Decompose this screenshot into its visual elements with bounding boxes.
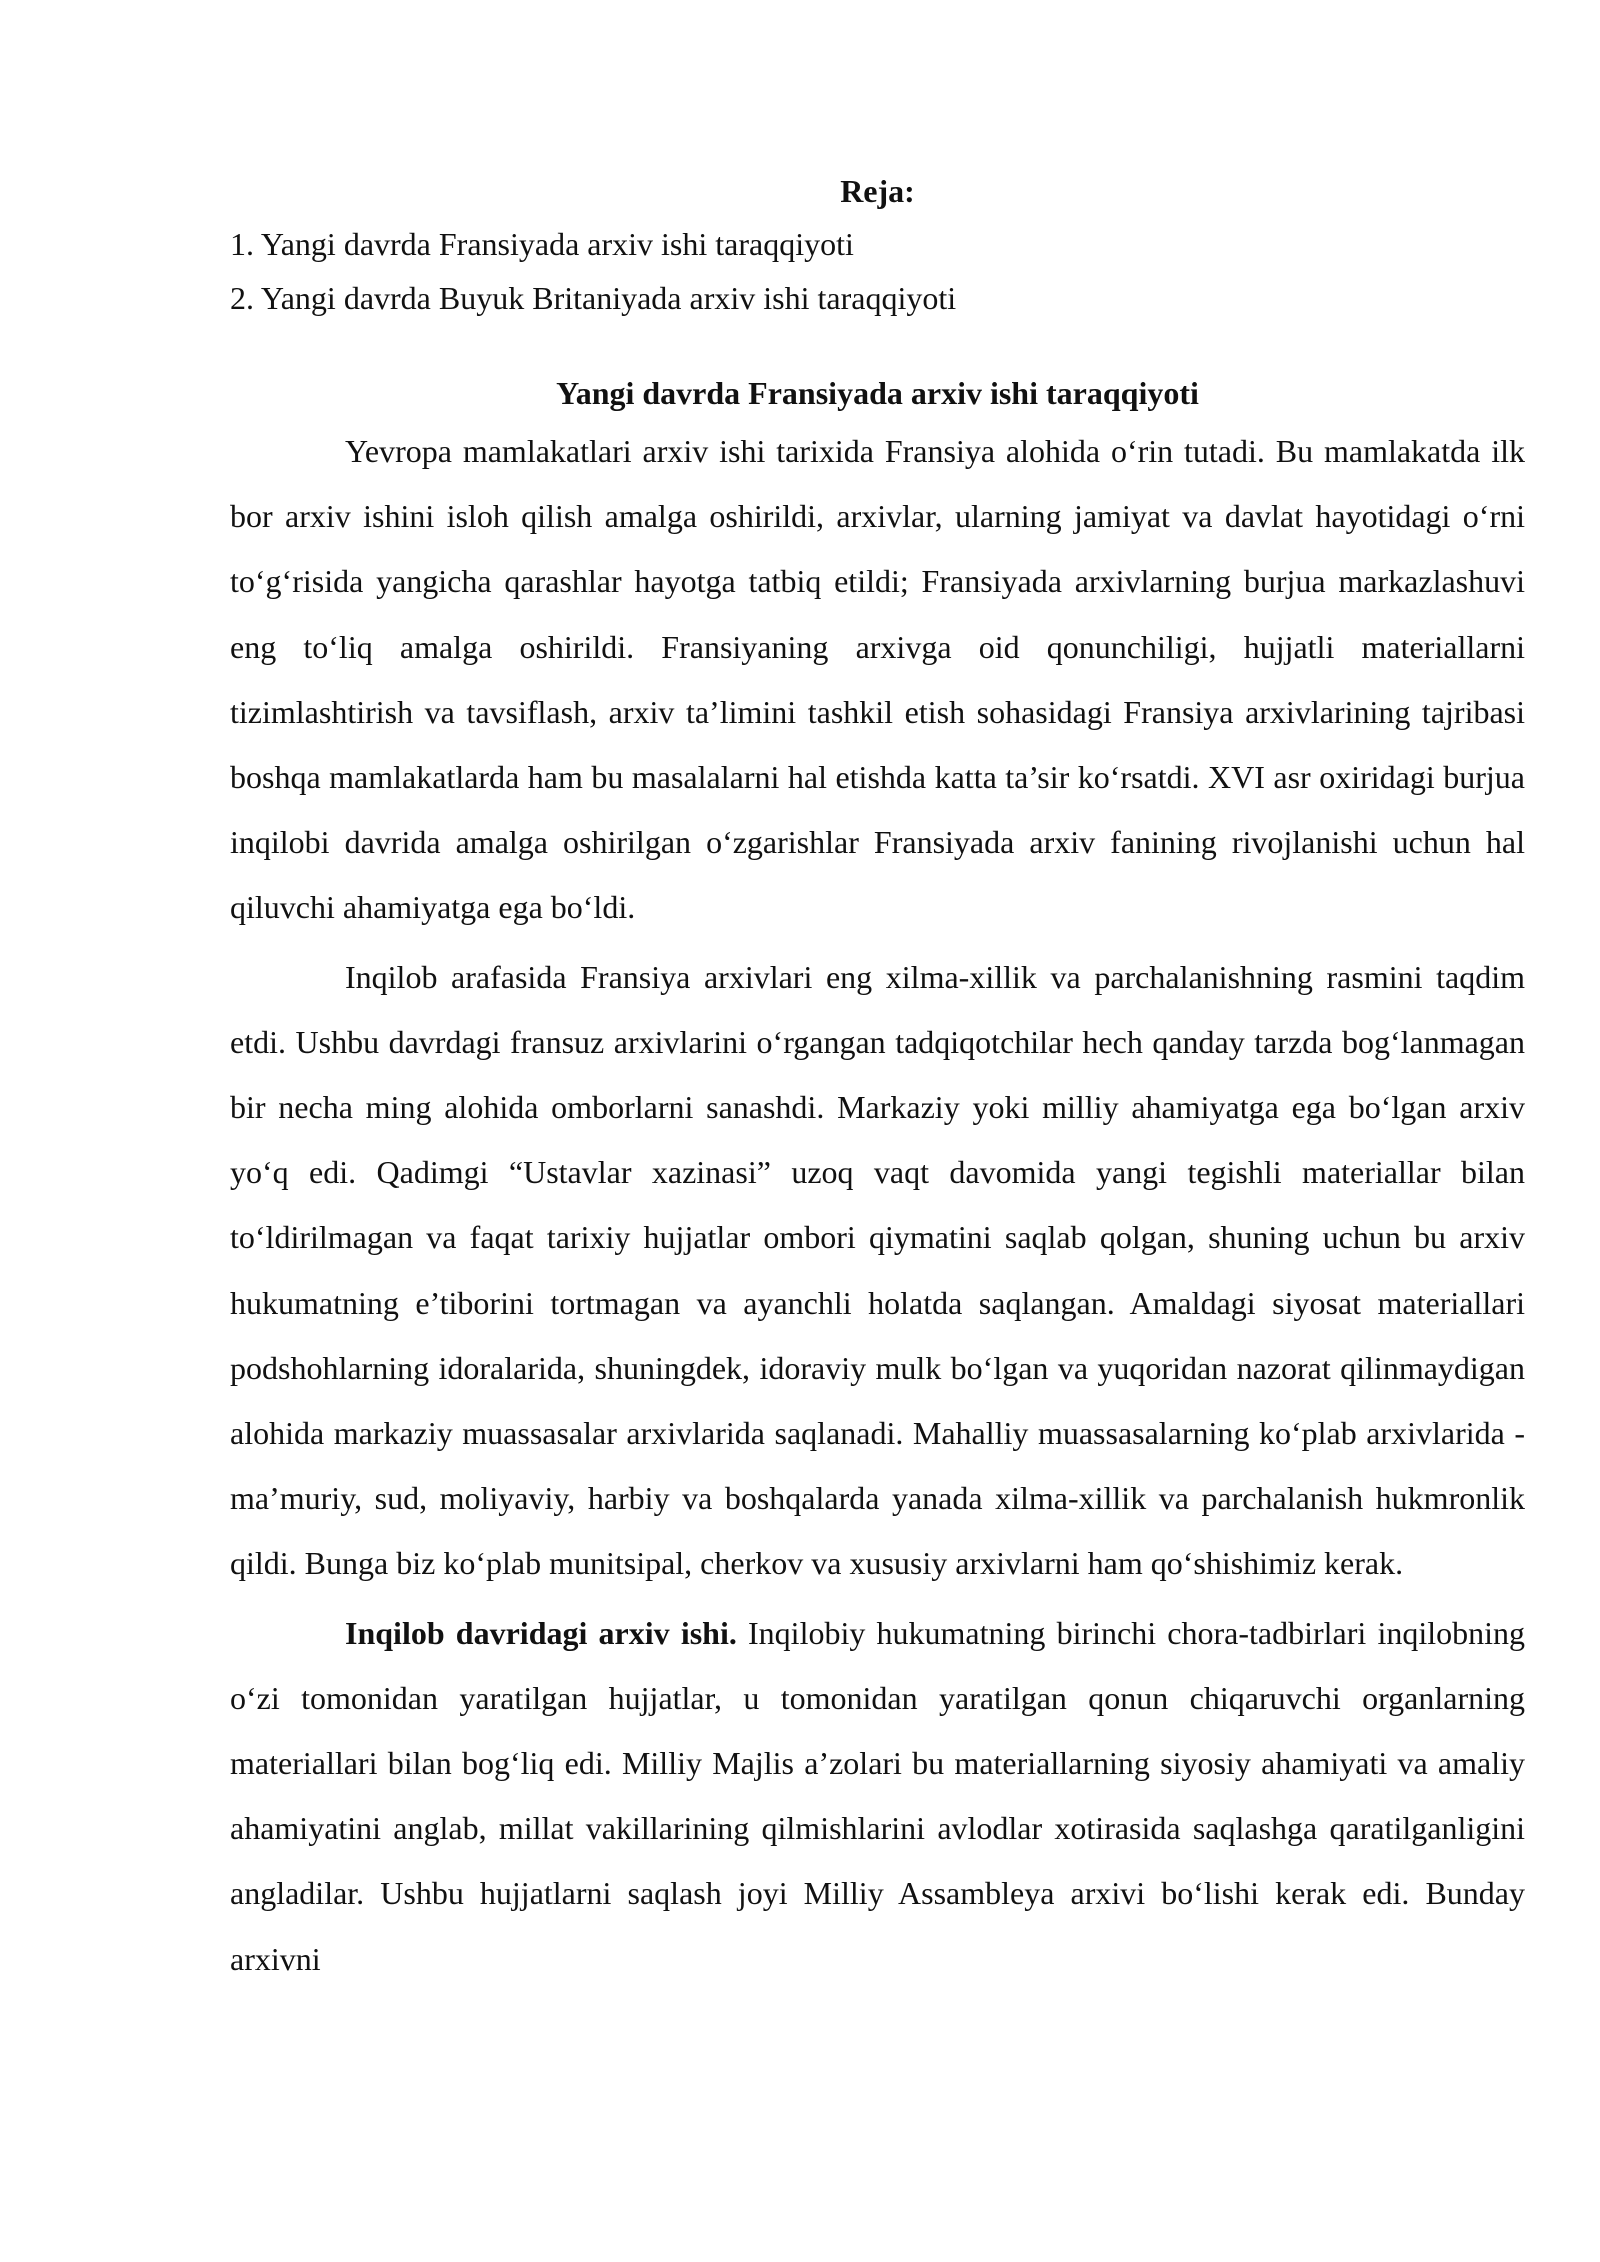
plan-item-1: 1. Yangi davrda Fransiyada arxiv ishi taraqqiyoti xyxy=(230,226,854,262)
paragraph-3-text: Inqilobiy hukumatning birinchi chora-tadbirlari inqilobning o‘zi tomonidan yaratilgan hujjatlar, u tomonidan yaratilgan qonun chiqaruvchi organlarning materiallari bilan bog‘liq edi. Milliy Majlis a’zolari bu materiallarning siyosiy ahamiyati va amaliy ahamiyatini anglab, millat vakillarining qilmishlarini avlodlar xotirasida saqlashga qaratilganligini angladilar. Ushbu hujjatlarni saqlash joyi Milliy Assambleya arxivi bo‘lishi kerak edi. Bunday arxivni xyxy=(230,1614,1525,1977)
plan-item-2: 2. Yangi davrda Buyuk Britaniyada arxiv ishi taraqqiyoti xyxy=(230,280,957,316)
document-page xyxy=(230,165,1525,1996)
paragraph-2: Inqilob arafasida Fransiya arxivlari eng xilma-xillik va parchalanishning rasmini taqdim etdi. Ushbu davrdagi fransuz arxivlarini o‘rgangan tadqiqotchilar hech qanday tarzda bog‘lanmagan bir necha ming alohida omborlarni sanashdi. Markaziy yoki milliy ahamiyatga ega bo‘lgan arxiv yo‘q edi. Qadimgi “Ustavlar xazinasi” uzoq vaqt davomida yangi tegishli materiallar bilan to‘ldirilmagan va faqat tarixiy hujjatlar ombori qiymatini saqlab qolgan, shuning uchun bu arxiv hukumatning e’tiborini tortmagan va ayanchli holatda saqlangan. Amaldagi siyosat materiallari podshohlarning idoralarida, shuningdek, idoraviy mulk bo‘lgan va yuqoridan nazorat qilinmaydigan alohida markaziy muassasalar arxivlarida saqlanadi. Mahalliy muassasalarning ko‘plab arxivlarida - ma’muriy, sud, moliyaviy, harbiy va boshqalarda yanada xilma-xillik va parchalanish hukmronlik qildi. Bunga biz ko‘plab munitsipal, cherkov va xususiy arxivlarni ham qo‘shishimiz kerak. xyxy=(230,958,1525,1582)
paragraph-1: Yevropa mamlakatlari arxiv ishi tarixida Fransiya alohida o‘rin tutadi. Bu mamlakatda ilk bor arxiv ishini isloh qilish amalga oshirildi, arxivlar, ularning jamiyat va davlat hayotidagi o‘rni to‘g‘risida yangicha qarashlar hayotga tatbiq etildi; Fransiyada arxivlarning burjua markazlashuvi eng to‘liq amalga oshirildi. Fransiyaning arxivga oid qonunchiligi, hujjatli materiallarni tizimlashtirish va tavsiflash, arxiv ta’limini tashkil etish sohasidagi Fransiya arxivlarining tajribasi boshqa mamlakatlarda ham bu masalalarni hal etishda katta ta’sir ko‘rsatdi. XVI asr oxiridagi burjua inqilobi davrida amalga oshirilgan o‘zgarishlar Fransiyada arxiv fanining rivojlanishi uchun hal qiluvchi ahamiyatga ega bo‘ldi. xyxy=(230,433,1525,926)
paragraph-3 xyxy=(230,1601,1525,1992)
plan-list xyxy=(230,217,1525,325)
plan-title: Reja: xyxy=(840,173,915,209)
section-title: Yangi davrda Fransiyada arxiv ishi taraqqiyoti xyxy=(556,375,1199,411)
paragraph-3-heading: Inqilob davridagi arxiv ishi. xyxy=(345,1614,737,1651)
